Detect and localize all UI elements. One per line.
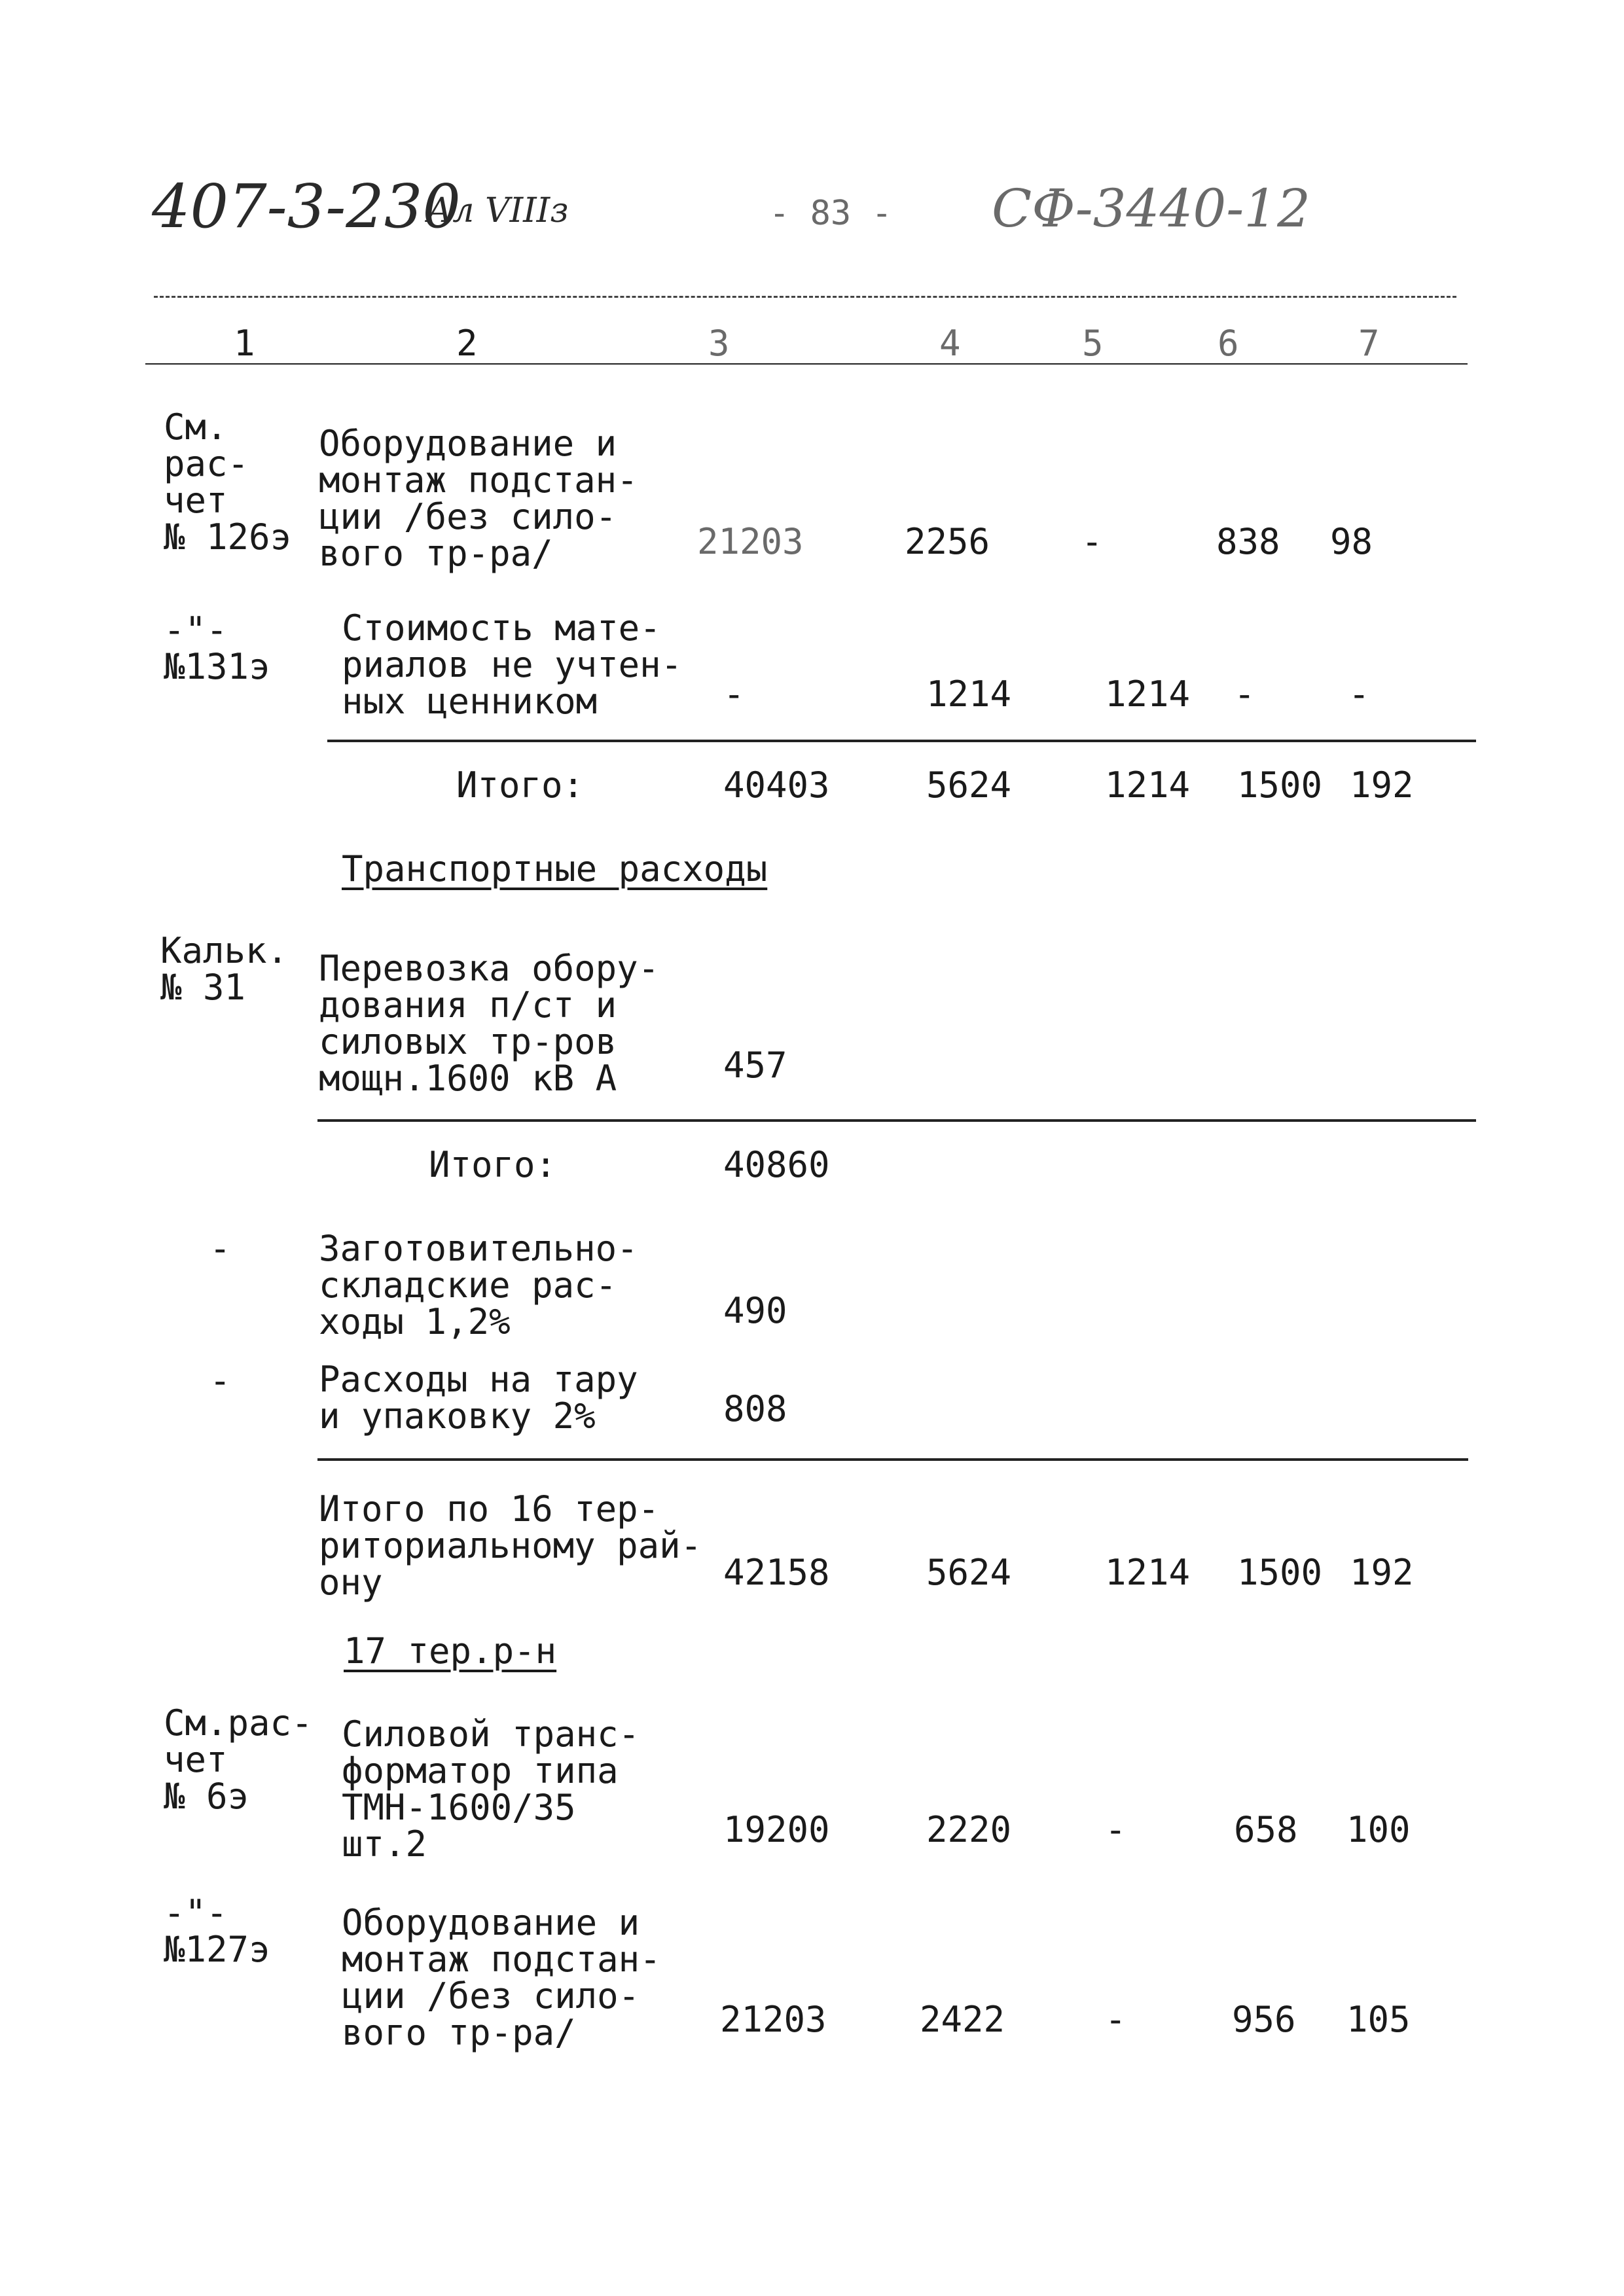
row-value-col5: -: [1105, 1809, 1127, 1850]
row-description: Заготовительно- складские рас- ходы 1,2%: [319, 1228, 638, 1342]
row-value-col4: 2220: [926, 1809, 1012, 1850]
row-value-col4: 2422: [920, 1999, 1005, 2040]
row-value-col3: 42158: [723, 1552, 830, 1593]
row-reference: -: [209, 1360, 231, 1401]
row-description: Стоимость мате- риалов не учтен- ных ценником: [342, 607, 683, 722]
row-value-col6: 956: [1232, 1999, 1296, 2040]
row-value-col5: 1214: [1105, 1552, 1191, 1593]
row-reference: Кальк. № 31: [160, 930, 289, 1008]
page-number: - 83 -: [769, 194, 892, 233]
subtotal-label: Итого:: [456, 764, 585, 806]
table-header-top-rule: [154, 296, 1456, 298]
column-header-5: 5: [1082, 323, 1104, 364]
row-value-col3: 808: [723, 1388, 787, 1429]
document-code: 407-3-230: [152, 171, 461, 242]
row-value-col3: 490: [723, 1290, 787, 1331]
column-header-6: 6: [1218, 323, 1239, 364]
row-value-col7: 192: [1350, 1552, 1414, 1593]
row-value-col4: 5624: [926, 1552, 1012, 1593]
row-value-col3: -: [723, 673, 745, 715]
column-header-2: 2: [456, 323, 478, 364]
row-value-col3: 19200: [723, 1809, 830, 1850]
row-value-col4: 1214: [926, 673, 1012, 715]
row-description: Расходы на тару и упаковку 2%: [319, 1359, 638, 1437]
column-header-1: 1: [234, 323, 255, 364]
album-label: [427, 191, 569, 230]
row-description: Перевозка обору- дования п/ст и силовых тр-ров мощн.1600 кВ А: [319, 948, 660, 1099]
column-header-7: 7: [1358, 323, 1380, 364]
row-value-col7: 98: [1330, 521, 1373, 562]
row-value-col5: 1214: [1105, 673, 1191, 715]
row-description: Оборудование и монтаж подстан- ции /без сило- вого тр-ра/: [342, 1902, 661, 2053]
row-value-col6: 838: [1216, 521, 1280, 562]
row-value-col4: 5624: [926, 764, 1012, 806]
row-value-col3: 457: [723, 1045, 787, 1086]
total-rule: [317, 1458, 1468, 1461]
section-heading: 17 тер.р-н: [344, 1630, 557, 1672]
sheet-code: СФ-3440-12: [992, 178, 1311, 239]
row-value-col6: -: [1234, 673, 1255, 715]
subtotal-label: Итого:: [429, 1144, 557, 1185]
album-suffix: з: [550, 191, 569, 230]
row-value-col4: 2256: [905, 521, 990, 562]
subtotal-rule: [317, 1119, 1476, 1122]
row-reference: -"- №131э: [164, 609, 270, 687]
row-description: Силовой транс- форматор типа ТМН-1600/35 шт.2: [342, 1713, 640, 1865]
subtotal-rule: [327, 740, 1476, 742]
row-value-col7: 105: [1346, 1999, 1411, 2040]
row-value-col5: -: [1081, 521, 1103, 562]
row-reference: -: [209, 1228, 231, 1269]
table-header-bottom-rule: [145, 363, 1468, 365]
album-number: Ал VIII: [427, 191, 550, 230]
column-header-4: 4: [939, 323, 961, 364]
row-value-col3: 40403: [723, 764, 830, 806]
row-value-col7: 192: [1350, 764, 1414, 806]
row-value-col7: -: [1348, 673, 1370, 715]
row-description: Оборудование и монтаж подстан- ции /без сило- вого тр-ра/: [319, 423, 638, 574]
row-value-col7: 100: [1346, 1809, 1411, 1850]
row-value-col5: -: [1105, 1999, 1127, 2040]
row-reference: См.рас- чет № 6э: [164, 1702, 313, 1817]
row-value-col5: 1214: [1105, 764, 1191, 806]
row-reference: -"- №127э: [164, 1892, 270, 1970]
section-heading: Транспортные расходы: [342, 848, 768, 889]
row-description: Итого по 16 тер- риториальному рай- ону: [319, 1488, 702, 1603]
column-header-3: 3: [708, 323, 730, 364]
row-value-col3: 40860: [723, 1144, 830, 1185]
row-reference: См. рас- чет № 126э: [164, 406, 292, 558]
row-value-col6: 1500: [1237, 1552, 1323, 1593]
row-value-col6: 1500: [1237, 764, 1323, 806]
row-value-col3: 21203: [720, 1999, 827, 2040]
row-value-col6: 658: [1234, 1809, 1298, 1850]
row-value-col3: 21203: [697, 521, 804, 562]
